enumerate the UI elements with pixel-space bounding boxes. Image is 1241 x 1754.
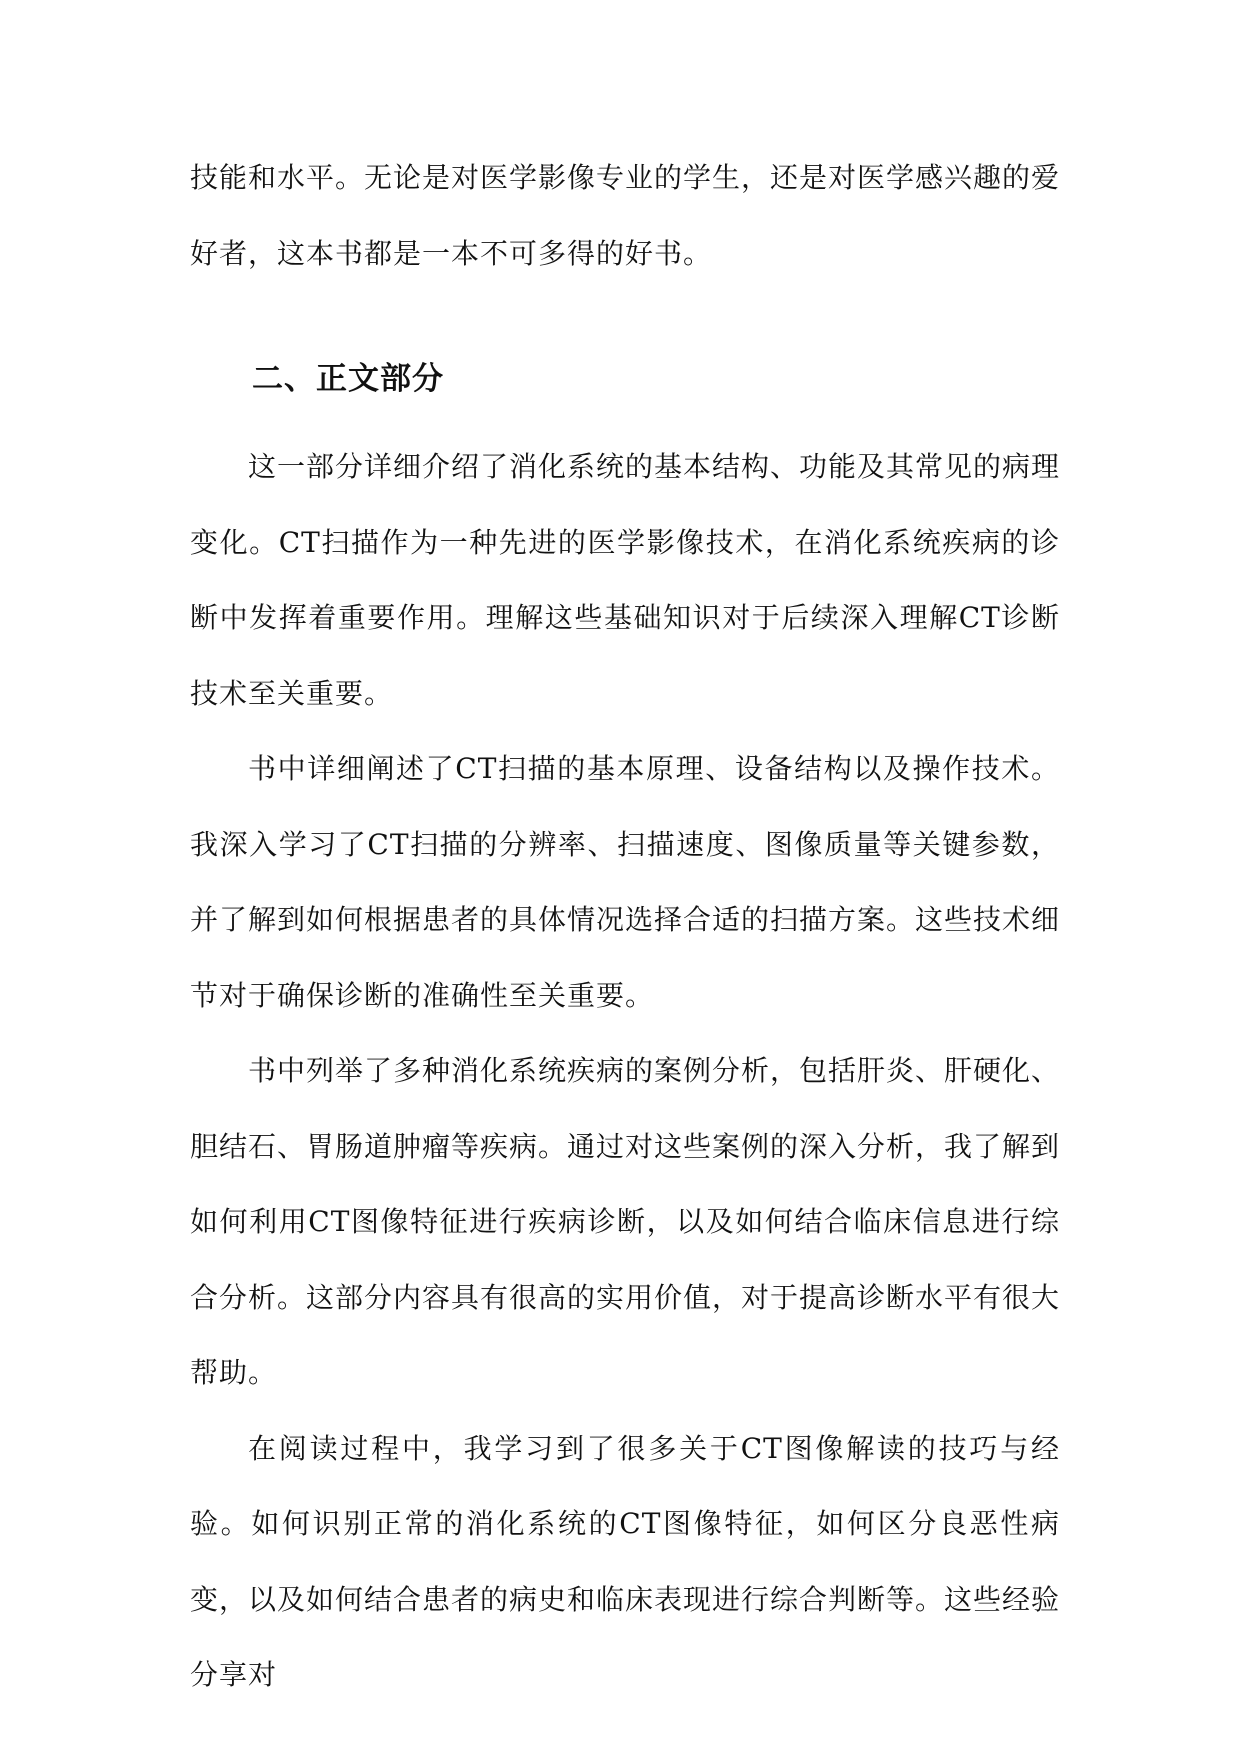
- section-heading: 二、正文部分: [252, 361, 444, 397]
- spacer: [190, 291, 1060, 321]
- body-paragraph-3: 书中列举了多种消化系统疾病的案例分析，包括肝炎、肝硬化、胆结石、胃肠道肿瘤等疾病。通过对这些案例的深入分析，我了解到如何利用CT图像特征进行疾病诊断，以及如何结合临床信息进行综合分析。这部分内容具有很高的实用价值，对于提高诊断水平有很大帮助。: [190, 1054, 1061, 1389]
- body-paragraph-1: 这一部分详细介绍了消化系统的基本结构、功能及其常见的病理变化。CT扫描作为一种先进的医学影像技术，在消化系统疾病的诊断中发挥着重要作用。理解这些基础知识对于后续深入理解CT诊断技术至关重要。: [190, 450, 1061, 710]
- intro-continuation-paragraph: 技能和水平。无论是对医学影像专业的学生，还是对医学感兴趣的爱好者，这本书都是一本不可多得的好书。: [190, 161, 1061, 270]
- body-paragraph-4: 在阅读过程中，我学习到了很多关于CT图像解读的技巧与经验。如何识别正常的消化系统的CT图像特征，如何区分良恶性病变，以及如何结合患者的病史和临床表现进行综合判断等。这些经验分享对: [190, 1431, 1061, 1691]
- body-paragraph-2: 书中详细阐述了CT扫描的基本原理、设备结构以及操作技术。我深入学习了CT扫描的分辨率、扫描速度、图像质量等关键参数，并了解到如何根据患者的具体情况选择合适的扫描方案。这些技术细节对于确保诊断的准确性至关重要。: [190, 752, 1061, 1012]
- document-page: [190, 140, 1060, 1713]
